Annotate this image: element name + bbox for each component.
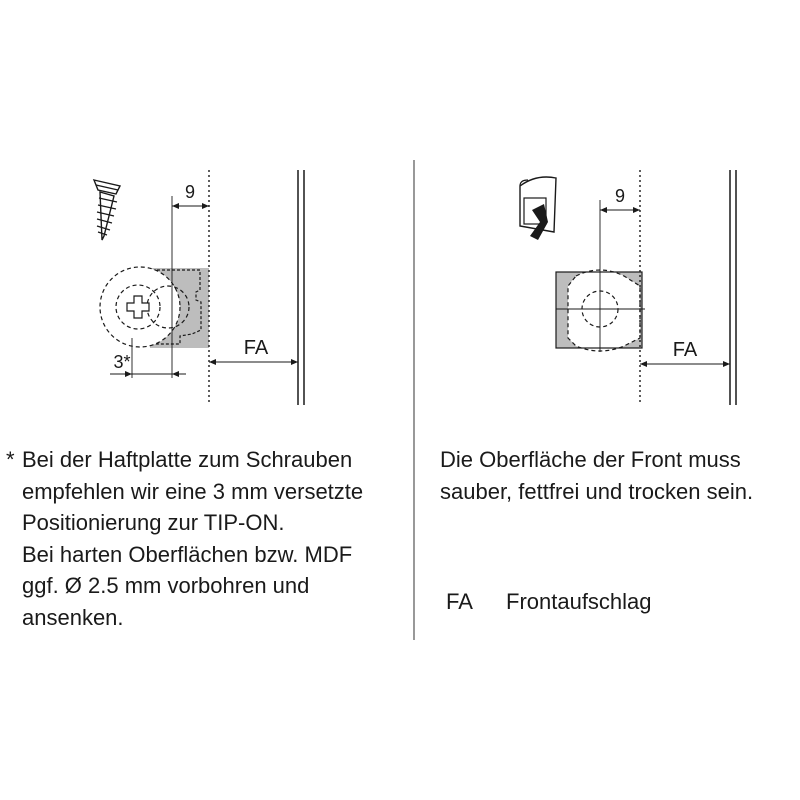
left-note-line: ggf. Ø 2.5 mm vorbohren und: [22, 573, 310, 598]
dimension-fa-label-right: FA: [672, 339, 698, 361]
left-diagram: [94, 170, 304, 405]
right-note: [440, 444, 790, 507]
left-note-line: empfehlen wir eine 3 mm versetzte: [22, 478, 364, 504]
dimension-9-left: [172, 182, 209, 209]
left-note-line: Bei der Haftplatte zum Schrauben: [22, 447, 353, 472]
dimension-9-right: [600, 186, 640, 213]
adhesive-pad-icon: [520, 177, 556, 240]
dimension-fa-right: [640, 339, 730, 367]
left-note-line: Bei harten Oberflächen bzw. MDF: [22, 541, 353, 567]
screw-icon: [94, 180, 120, 240]
legend: [446, 589, 652, 615]
dimension-fa-left: [209, 337, 298, 365]
dimension-fa-label-left: FA: [243, 337, 269, 359]
footnote-star: *: [6, 447, 15, 472]
dimension-3-left: [110, 352, 186, 377]
legend-abbreviation: FA: [446, 589, 473, 614]
left-note-line: Positionierung zur TIP-ON.: [22, 510, 285, 535]
right-note-line: sauber, fettfrei und trocken sein.: [440, 478, 754, 504]
dimension-9-label-right: 9: [614, 186, 626, 206]
legend-meaning: Frontaufschlag: [506, 589, 652, 614]
dimension-3-label-left: 3*: [113, 352, 131, 372]
left-note: [6, 444, 406, 633]
left-note-line: ansenken.: [22, 604, 124, 630]
right-note-line: Die Oberfläche der Front muss: [440, 447, 741, 472]
right-diagram: [520, 170, 736, 405]
dimension-9-label-left: 9: [184, 182, 196, 202]
left-note-lines: [22, 444, 406, 633]
